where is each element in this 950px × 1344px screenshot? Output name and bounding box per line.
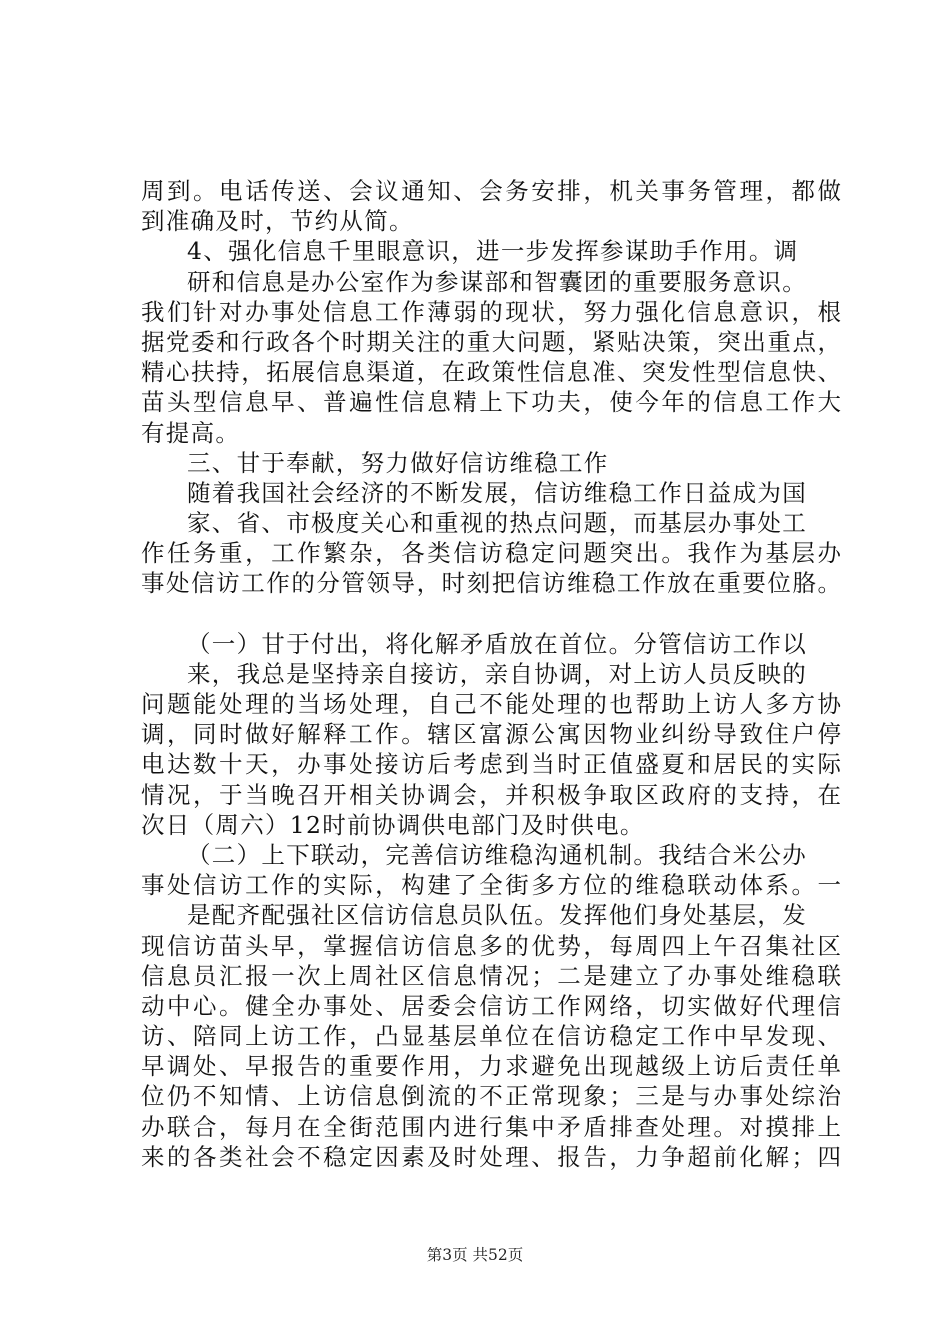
text-line: 事处信访工作的分管领导，时刻把信访维稳工作放在重要位胳。	[141, 569, 841, 598]
text-line: 4、强化信息千里眼意识，进一步发挥参谋助手作用。调	[187, 237, 799, 266]
text-line: 研和信息是办公室作为参谋部和智囊团的重要服务意识。	[187, 267, 807, 296]
text-line: 我们针对办事处信息工作薄弱的现状，努力强化信息意识，根	[141, 297, 841, 326]
text-line: 动中心。健全办事处、居委会信访工作网络，切实做好代理信	[141, 991, 841, 1020]
text-line: 苗头型信息早、普遍性信息精上下功夫，使今年的信息工作大	[141, 388, 841, 417]
text-line: 作任务重，工作繁杂，各类信访稳定问题突出。我作为基层办	[141, 539, 841, 568]
text-line: 问题能处理的当场处理，自己不能处理的也帮助上访人多方协	[141, 690, 841, 718]
text-line: 情况，于当晚召开相关协调会，并积极争取区政府的支持，在	[141, 780, 841, 809]
text-line: 周到。电话传送、会议通知、会务安排，机关事务管理，都做	[141, 177, 841, 205]
text-line: 精心扶持，拓展信息渠道，在政策性信息准、突发性型信息快、	[141, 358, 841, 387]
text-line: 随着我国社会经济的不断发展，信访维稳工作日益成为国	[187, 478, 807, 507]
text-line: 据党委和行政各个时期关注的重大问题，紧贴决策，突出重点，	[141, 327, 841, 356]
text-line: 信息员汇报一次上周社区信息情况；二是建立了办事处维稳联	[141, 961, 841, 990]
text-line: 访、陪同上访工作，凸显基层单位在信访稳定工作中早发现、	[141, 1022, 841, 1051]
text-line: 家、省、市极度关心和重视的热点问题，而基层办事处工	[187, 509, 807, 538]
text-line: 早调处、早报告的重要作用，力求避免出现越级上访后责任单	[141, 1052, 841, 1081]
text-line: 次日（周六）12时前协调供电部门及时供电。	[141, 810, 645, 839]
paragraph-gap	[141, 599, 841, 629]
text-line: 事处信访工作的实际，构建了全街多方位的维稳联动体系。一	[141, 871, 841, 900]
document-body	[141, 176, 841, 1172]
text-line: 位仍不知情、上访信息倒流的不正常现象；三是与办事处综治	[141, 1082, 841, 1111]
text-line: 来，我总是坚持亲自接访，亲自协调，对上访人员反映的	[187, 659, 807, 688]
text-line: 是配齐配强社区信访信息员队伍。发挥他们身处基层，发	[187, 901, 807, 930]
text-line: 办联合，每月在全街范围内进行集中矛盾排查处理。对摸排上	[141, 1112, 841, 1141]
text-line: 现信访苗头早，掌握信访信息多的优势，每周四上午召集社区	[141, 931, 841, 960]
text-line: 来的各类社会不稳定因素及时处理、报告，力争超前化解；四	[141, 1142, 841, 1171]
text-line: （一）甘于付出，将化解矛盾放在首位。分管信访工作以	[187, 629, 807, 658]
text-line: 有提高。	[141, 418, 241, 447]
text-line: （二）上下联动，完善信访维稳沟通机制。我结合米公办	[187, 840, 807, 869]
text-line: 电达数十天，办事处接访后考虑到当时正值盛夏和居民的实际	[141, 750, 841, 779]
section-heading: 三、甘于奉献，努力做好信访维稳工作	[187, 448, 609, 477]
page-number-footer: 第3页 共52页	[426, 1246, 524, 1264]
text-line: 调，同时做好解释工作。辖区富源公寓因物业纠纷导致住户停	[141, 720, 841, 749]
text-line: 到准确及时，节约从简。	[141, 207, 414, 236]
